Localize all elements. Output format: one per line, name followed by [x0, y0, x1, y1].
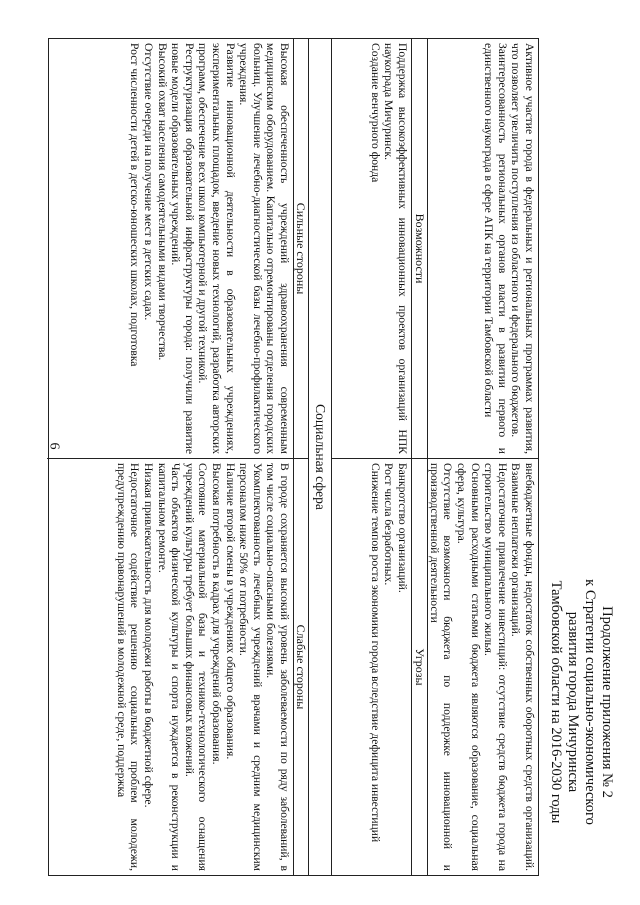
rotated-page-content: [15, 28, 615, 888]
text-paragraph: Активное участие города в федеральных и региональных программах развития, что позволяет увеличить поступления из областного и федерального бюджетов.: [509, 43, 536, 454]
text-paragraph: Отсутствие очереди на получение мест в детских садах.: [142, 43, 156, 321]
strengths-cell: [48, 39, 293, 458]
text-paragraph: Банкротство организаций.: [396, 463, 409, 593]
text-paragraph: Наличие второй смены в учреждениях общего образования.: [223, 463, 237, 760]
text-paragraph: внебюджетные фонды, недостаток собственных оборотных средств организаций. Взаимные неплатежи организаций.: [509, 463, 536, 871]
appendix-header: [547, 522, 615, 882]
text-paragraph: Развитие инновационной деятельности в образовательных учреждениях, экспериментальных площадок, введение новых технологий, разработка авторских программ, обеспечение всех школ компьютерной и другой техникой.: [196, 43, 237, 454]
strengths-caption: Сильные стороны: [294, 202, 308, 295]
threats-caption: Угрозы: [413, 648, 427, 686]
text-paragraph: Высокая потребность в кадрах для учреждений образования.: [210, 463, 224, 765]
text-paragraph: Основными расходными статьями бюджета являются образование, социальная сфера, культура.: [455, 463, 482, 871]
top-left-cell: [428, 39, 538, 458]
text-paragraph: Поддержка высокоэффективных инновационных проектов организаций НПК наукограда Мичуринск.: [382, 43, 409, 454]
opportunities-caption: Возможности: [413, 213, 427, 284]
text-paragraph: Реструктуризация образовательной инфраструктуры города: получили развитие новые модели образовательных учреждений.: [169, 43, 196, 454]
header-line-1: Продолжение приложения № 2: [599, 606, 615, 798]
row-line-4: [308, 39, 309, 875]
text-paragraph: В городе сохраняется высокий уровень заболеваемости по ряду заболеваний, в том числе социально-опасными болезнями.: [264, 463, 291, 871]
text-paragraph: Высокая обеспеченность учреждений здравоохранения современным медицинским оборудованием. Капитально отремонтированы отделения городских больниц. Улучшение лечебно-диагностической базы лечебно-профилактического учреждения.: [237, 43, 291, 454]
text-paragraph: Высокий охват населения самодеятельными видами творчества.: [155, 43, 169, 361]
text-paragraph: Недостаточное привлечение инвестиций: отсутствие средств бюджета города на строительство муниципального жилья.: [482, 463, 509, 871]
weaknesses-caption: Слабые стороны: [294, 624, 308, 710]
page-number: 6: [46, 442, 62, 450]
text-paragraph: Рост числа безработных.: [382, 463, 396, 586]
text-paragraph: Снижение темпов роста экономики города вследствие дефицита инвестиций: [368, 463, 382, 843]
text-paragraph: Рост численности детей в детско-юношеских школах, подготовка: [128, 43, 142, 367]
text-paragraph: Часть объектов физической культуры и спорта нуждается в реконструкции и капитальном ремонте.: [155, 463, 183, 871]
text-paragraph: Создание венчурного фонда: [368, 43, 382, 183]
opportunities-cell: [332, 39, 411, 458]
header-line-2: к Стратегии социально-экономического: [582, 579, 598, 825]
weaknesses-cell: [48, 459, 293, 875]
text-paragraph: Недостаточное содействие решению социальных проблем молодежи, предупреждению правонарушений в молодежной среде, поддержка: [114, 463, 142, 871]
social-section-title: Социальная сфера: [313, 404, 328, 510]
text-paragraph: Заинтересованность региональных органов власти в развитии первого и единственного наукограда в сфере АПК на территории Тамбовской области: [482, 43, 509, 454]
text-paragraph: Отсутствие возможности бюджета по поддержке инновационной и производственной деятельности: [428, 463, 455, 871]
header-line-3: развития города Мичуринска: [565, 611, 581, 793]
swot-table: [48, 38, 539, 876]
text-paragraph: Состояние материальной базы и технико-технологического оснащения учреждений культуры требует больших финансовых вложений.: [182, 463, 210, 871]
header-line-4: Тамбовской области на 2016-2030 годы: [548, 580, 564, 824]
text-paragraph: Низкая привлекательность для молодежи работы в бюджетной сфере.: [142, 463, 156, 808]
text-paragraph: Укомплектованность лечебных учреждений врачами и средним медицинским персоналом ниже 50% от потребности.: [237, 463, 264, 871]
threats-cell: [332, 459, 411, 875]
top-right-cell: [428, 459, 538, 875]
